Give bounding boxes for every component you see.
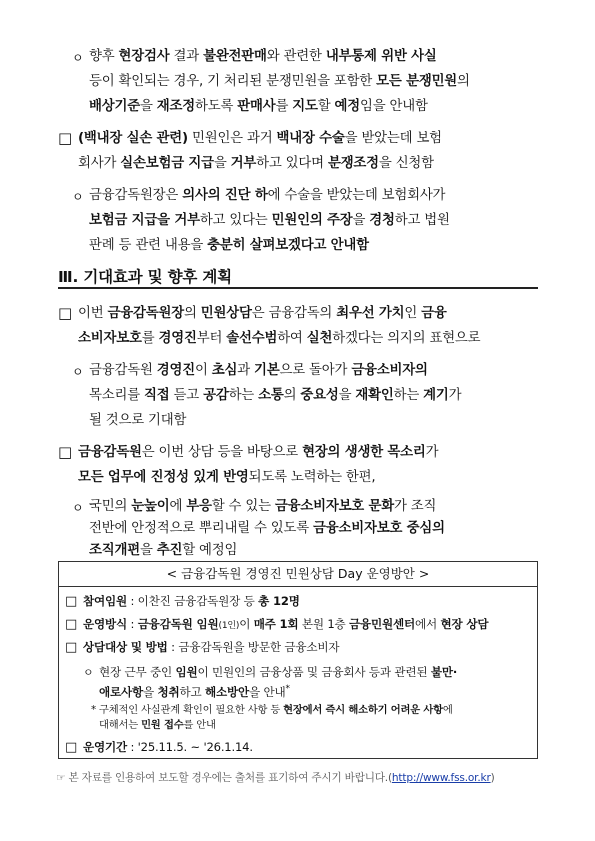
plan-detail-line2: 애로사항을 청취하고 해소방안을 안내* <box>99 684 290 699</box>
plan-participants: 참여임원 : 이찬진 금융감독원장 등 총 12명 <box>83 594 300 608</box>
plan-note-line2: 대해서는 민원 접수를 안내 <box>99 719 216 731</box>
note-asterisk: * <box>91 704 96 716</box>
item4-line1: 이번 금융감독원장의 민원상담은 금융감독의 최우선 가치인 금융 <box>78 306 447 321</box>
item4-line2: 소비자보호를 경영진부터 솔선수범하여 실천하겠다는 의지의 표현으로 <box>78 331 481 346</box>
pointing-hand-icon: ☞ <box>56 772 66 784</box>
box-bullet: □ <box>65 640 78 655</box>
section-heading: Ⅲ. 기대효과 및 향후 계획 <box>58 268 232 286</box>
plan-title-divider <box>59 586 537 587</box>
item3-line1: 금융감독원장은 의사의 진단 하에 수술을 받았는데 보험회사가 <box>89 188 446 203</box>
item5-line3: 될 것으로 기대함 <box>89 413 187 428</box>
item2-line1: (백내장 실손 관련) 민원인은 과거 백내장 수술을 받았는데 보험 <box>78 131 442 146</box>
item1-line2: 등이 확인되는 경우, 기 처리된 분쟁민원을 포함한 모든 분쟁민원의 <box>89 74 470 89</box>
box-bullet: □ <box>65 740 78 755</box>
plan-method: 운영방식 : 금융감독원 임원(1인)이 매주 1회 본원 1층 금융민원센터에서 현장 상담 <box>83 617 489 631</box>
item6-line1: 금융감독원은 이번 상담 등을 바탕으로 현장의 생생한 목소리가 <box>78 445 439 460</box>
circle-bullet: ㅇ <box>72 51 84 65</box>
item6-line2: 모든 업무에 진정성 있게 반영되도록 노력하는 한편, <box>78 470 376 485</box>
circle-bullet: ㅇ <box>83 666 94 679</box>
box-bullet: □ <box>58 443 73 461</box>
circle-bullet: ㅇ <box>72 501 84 515</box>
plan-target: 상담대상 및 방법 : 금융감독원을 방문한 금융소비자 <box>83 640 340 654</box>
item3-line2: 보험금 지급을 거부하고 있다는 민원인의 주장을 경청하고 법원 <box>89 213 450 228</box>
item2-line2: 회사가 실손보험금 지급을 거부하고 있다며 분쟁조정을 신청함 <box>78 156 434 171</box>
box-bullet: □ <box>65 594 78 609</box>
box-bullet: □ <box>58 304 73 322</box>
plan-note-line1: 구체적인 사실관계 확인이 필요한 사항 등 현장에서 즉시 해소하기 어려운 사항에 <box>99 704 453 716</box>
item7-line1: 국민의 눈높이에 부응할 수 있는 금융소비자보호 문화가 조직 <box>89 499 437 514</box>
circle-bullet: ㅇ <box>72 190 84 204</box>
item1-line1: 향후 현장검사 결과 불완전판매와 관련한 내부통제 위반 사실 <box>89 49 437 64</box>
fss-website-link[interactable]: http://www.fss.or.kr <box>391 772 491 784</box>
item7-line2: 전반에 안정적으로 뿌리내릴 수 있도록 금융소비자보호 중심의 <box>89 521 445 536</box>
item5-line2: 목소리를 직접 듣고 공감하는 소통의 중요성을 재확인하는 계기가 <box>89 388 462 403</box>
plan-period: 운영기간 : '25.11.5. ~ '26.1.14. <box>83 740 253 754</box>
heading-underline <box>58 287 538 289</box>
item1-line3: 배상기준을 재조정하도록 판매사를 지도할 예정임을 안내함 <box>89 99 428 114</box>
item7-line3: 조직개편을 추진할 예정임 <box>89 543 238 558</box>
box-bullet: □ <box>65 617 78 632</box>
footer-notice: ☞ 본 자료를 인용하여 보도할 경우에는 출처를 표기하여 주시기 바랍니다.(http://www.fss.or.kr) <box>56 772 495 784</box>
item5-line1: 금융감독원 경영진이 초심과 기본으로 돌아가 금융소비자의 <box>89 363 428 378</box>
operation-plan-box <box>58 561 538 759</box>
footer-text: 본 자료를 인용하여 보도할 경우에는 출처를 표기하여 주시기 바랍니다.( <box>68 772 392 784</box>
item3-line3: 판례 등 관련 내용을 충분히 살펴보겠다고 안내함 <box>89 238 369 253</box>
box-bullet: □ <box>58 129 73 147</box>
plan-box-title: < 금융감독원 경영진 민원상담 Day 운영방안 > <box>166 566 430 581</box>
circle-bullet: ㅇ <box>72 365 84 379</box>
plan-detail-line1: 현장 근무 중인 임원이 민원인의 금융상품 및 금융회사 등과 관련된 불만· <box>99 665 458 679</box>
